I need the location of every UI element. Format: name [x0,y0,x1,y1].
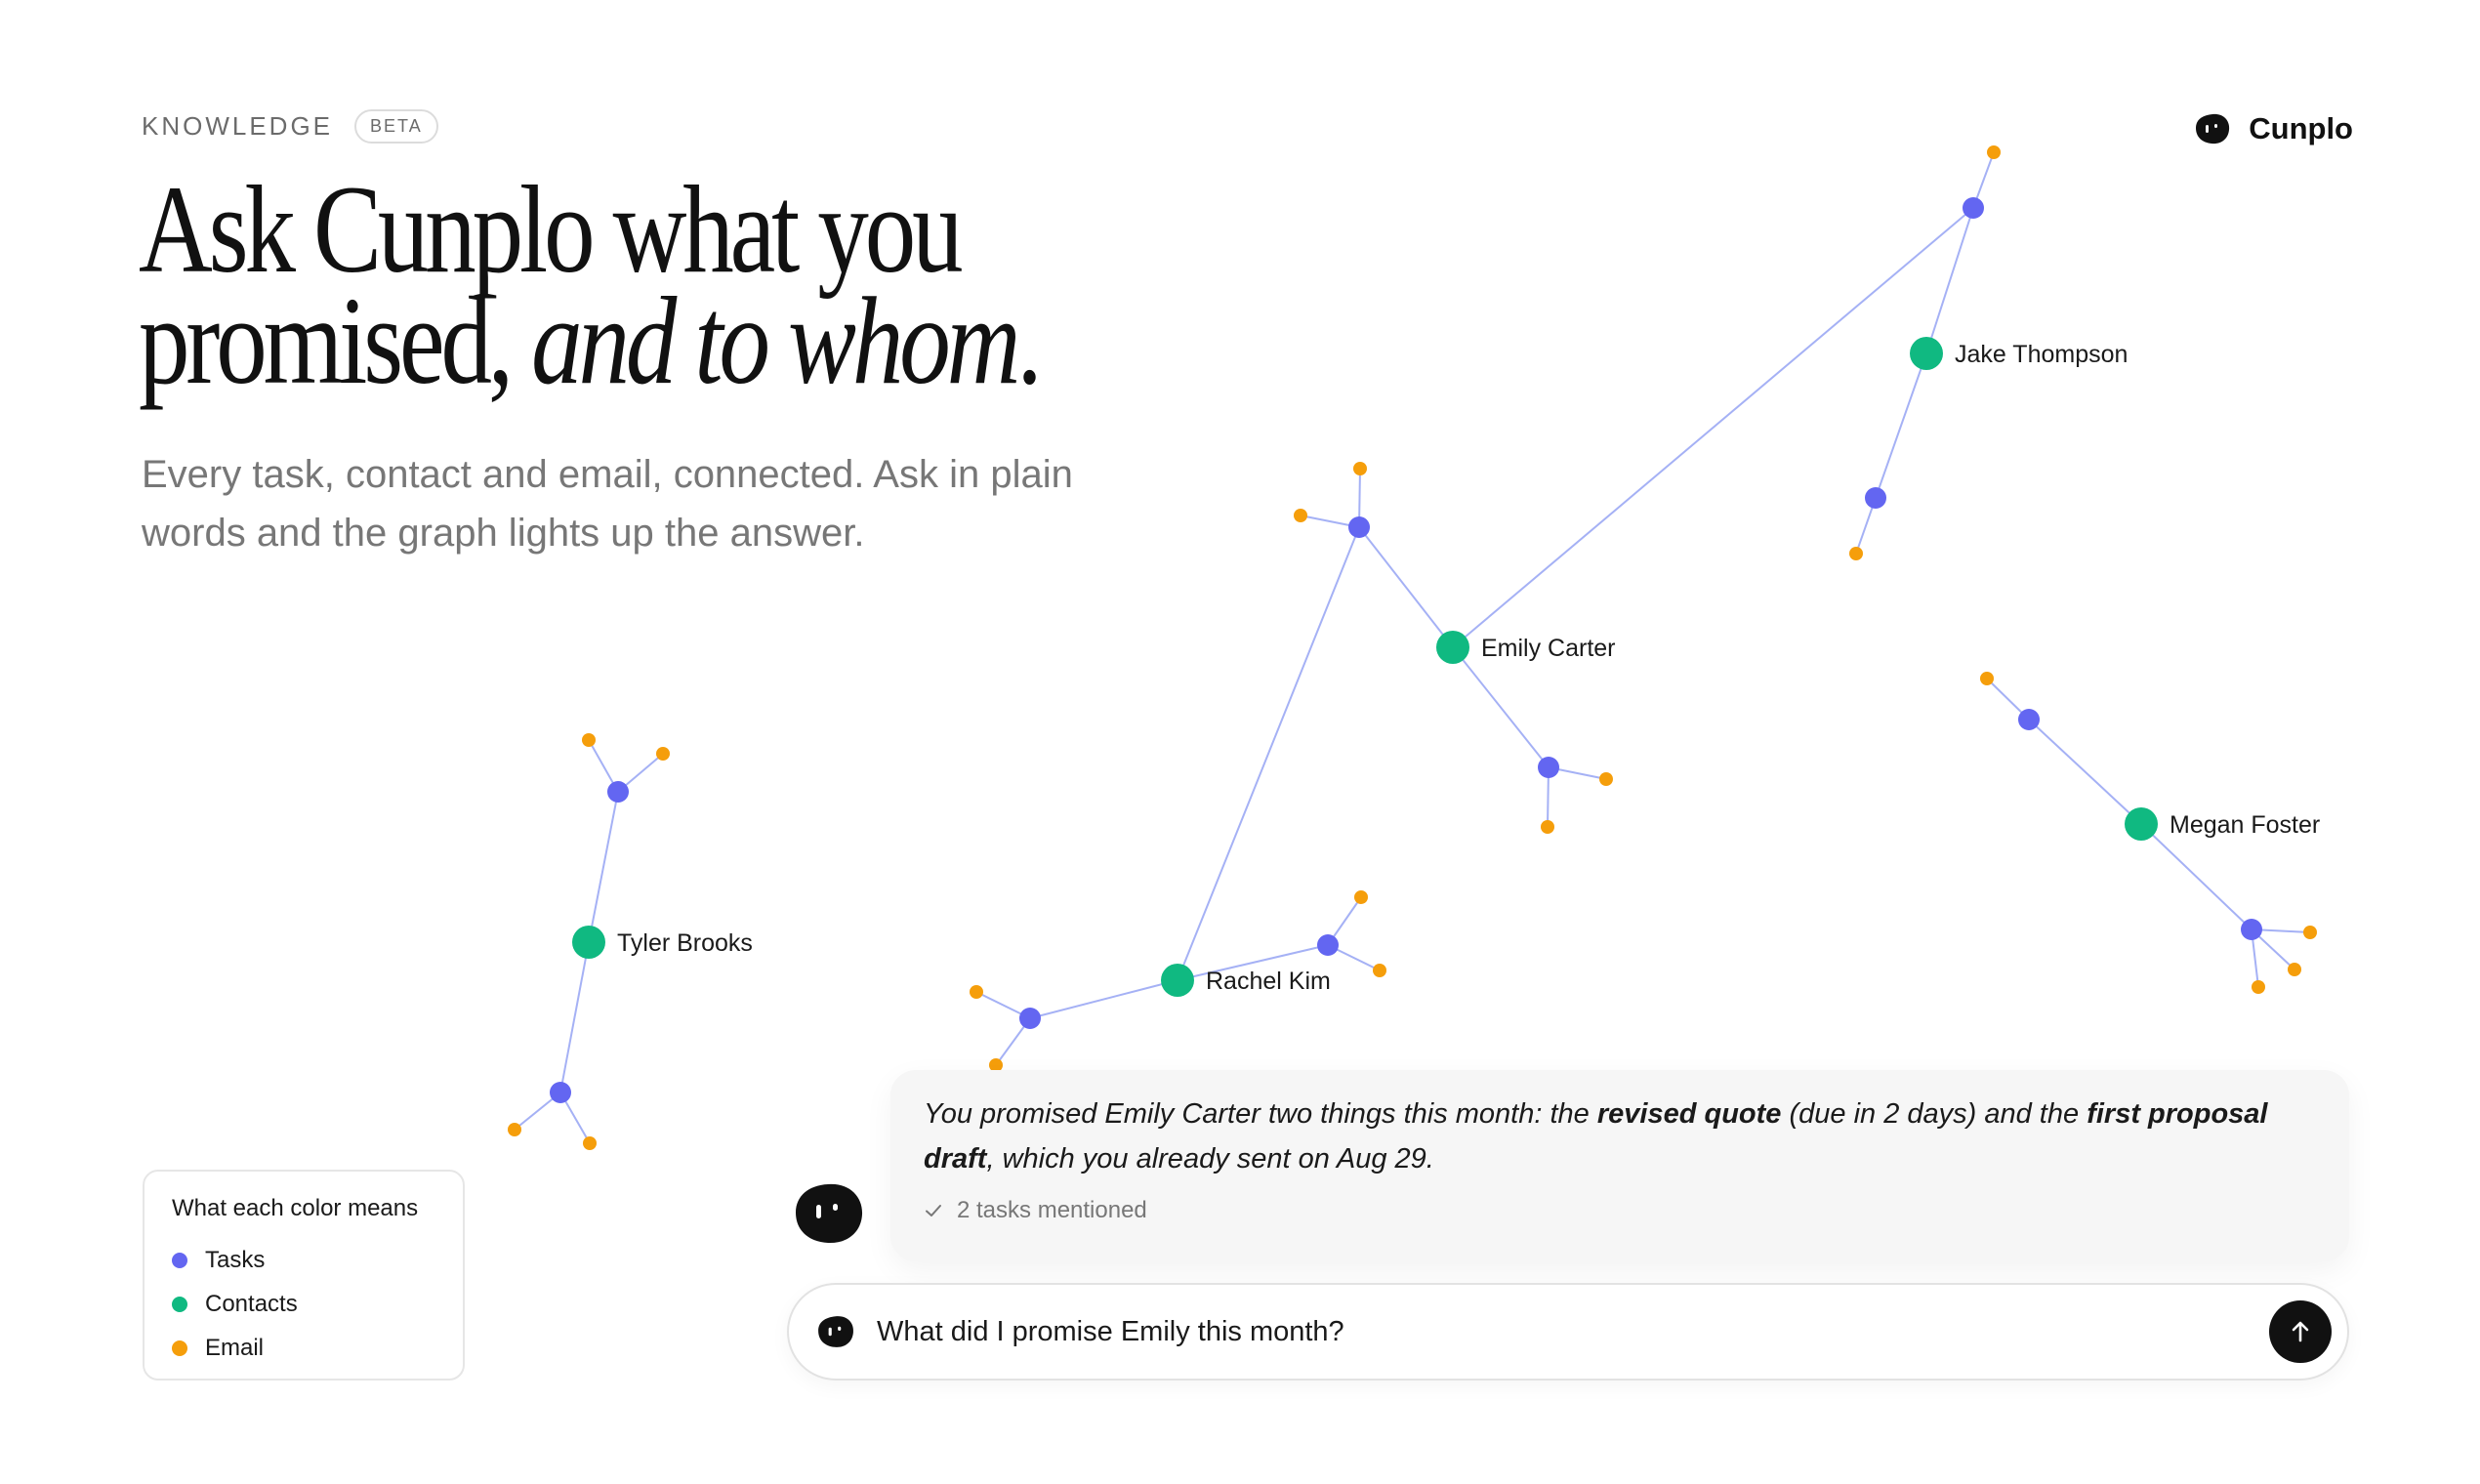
ask-bar [787,1283,2349,1381]
arrow-up-icon [2287,1318,2314,1345]
legend-label: Email [205,1334,265,1361]
graph-edge [1453,208,1973,647]
graph-edge [1030,980,1178,1018]
tasks-mentioned-label: 2 tasks mentioned [957,1197,1147,1223]
task-node[interactable] [2241,919,2262,940]
email-node[interactable] [1353,462,1367,475]
contact-label[interactable]: Emily Carter [1481,635,1616,662]
graph-edge [1453,647,1549,767]
task-node[interactable] [1865,487,1886,509]
email-node[interactable] [1373,964,1386,977]
assistant-answer-card [890,1070,2349,1261]
contact-label[interactable]: Megan Foster [2170,811,2321,839]
graph-edge [1926,208,1973,353]
legend-item-email [172,1326,435,1370]
task-node[interactable] [607,781,629,803]
brand-name: Cunplo [2249,111,2353,145]
assistant-avatar [793,1181,865,1251]
email-node[interactable] [1354,890,1368,904]
graph-edge [2141,824,2252,929]
graph-edges [515,152,2310,1143]
legend-label: Tasks [205,1246,266,1273]
graph-edge [1178,527,1359,980]
answer-segment: (due in 2 days) and the [1781,1098,2087,1130]
graph-edge [1359,527,1453,647]
contact-node[interactable] [1910,337,1943,370]
email-node[interactable] [970,985,983,999]
graph-edge [589,792,618,942]
email-node[interactable] [2252,980,2265,994]
graph-edge [1876,353,1926,498]
cunplo-blob-icon [793,1181,865,1246]
graph-nodes [508,145,2317,1150]
legend-title: What each color means [172,1195,419,1221]
contact-node[interactable] [2125,807,2158,841]
email-node[interactable] [582,733,596,747]
title-line-2-end: . [1016,271,1039,410]
email-node[interactable] [1849,547,1863,560]
task-node[interactable] [2018,709,2040,730]
email-node[interactable] [1599,772,1613,786]
answer-segment: You promised Emily Carter two things this month: the [924,1098,1597,1130]
subtitle-line-1: Every task, contact and email, connected. Ask in plain [142,453,1073,496]
task-node[interactable] [1348,516,1370,538]
legend-item-tasks [172,1238,435,1282]
email-node[interactable] [583,1136,597,1150]
answer-highlight: revised quote [1596,1098,1782,1130]
email-node[interactable] [1294,509,1307,522]
subtitle-line-2: words and the graph lights up the answer. [142,512,865,555]
email-node[interactable] [2303,926,2317,939]
task-node[interactable] [1963,197,1984,219]
title-line-2-italic: and to whom [531,271,1017,410]
email-node[interactable] [1987,145,2001,159]
cunplo-blob-icon [816,1314,855,1349]
email-node[interactable] [1541,820,1554,834]
contact-label[interactable]: Jake Thompson [1955,341,2129,368]
graph-edge [2029,720,2141,824]
contact-label[interactable]: Rachel Kim [1206,968,1331,995]
answer-text [924,1092,2316,1181]
answer-segment: , which you already sent on Aug 29. [986,1143,1434,1175]
email-dot-icon [172,1340,187,1356]
email-node[interactable] [508,1123,521,1136]
task-node[interactable] [1538,757,1559,778]
task-node[interactable] [1019,1008,1041,1029]
graph-edge [560,942,589,1092]
check-icon [924,1201,943,1220]
email-node[interactable] [2288,963,2301,976]
task-node[interactable] [1317,934,1339,956]
answer-highlight: first proposal draft [924,1098,2268,1175]
contact-label[interactable]: Tyler Brooks [617,929,753,957]
task-dot-icon [172,1253,187,1268]
send-button[interactable] [2269,1300,2332,1363]
legend-item-contacts [172,1282,435,1326]
contact-node[interactable] [1436,631,1469,664]
email-node[interactable] [1980,672,1994,685]
email-node[interactable] [656,747,670,761]
color-legend [143,1170,465,1381]
task-node[interactable] [550,1082,571,1103]
title-line-1: Ask Cunplo what you [139,160,960,299]
legend-label: Contacts [205,1290,298,1317]
contact-node[interactable] [572,926,605,959]
section-label: KNOWLEDGE [142,111,334,141]
beta-badge: BETA [354,109,438,144]
title-line-2-plain: promised, [139,271,532,410]
answer-meta[interactable] [924,1197,2316,1224]
ask-input[interactable] [875,1315,2269,1349]
contact-node[interactable] [1161,964,1194,997]
contact-dot-icon [172,1297,187,1312]
